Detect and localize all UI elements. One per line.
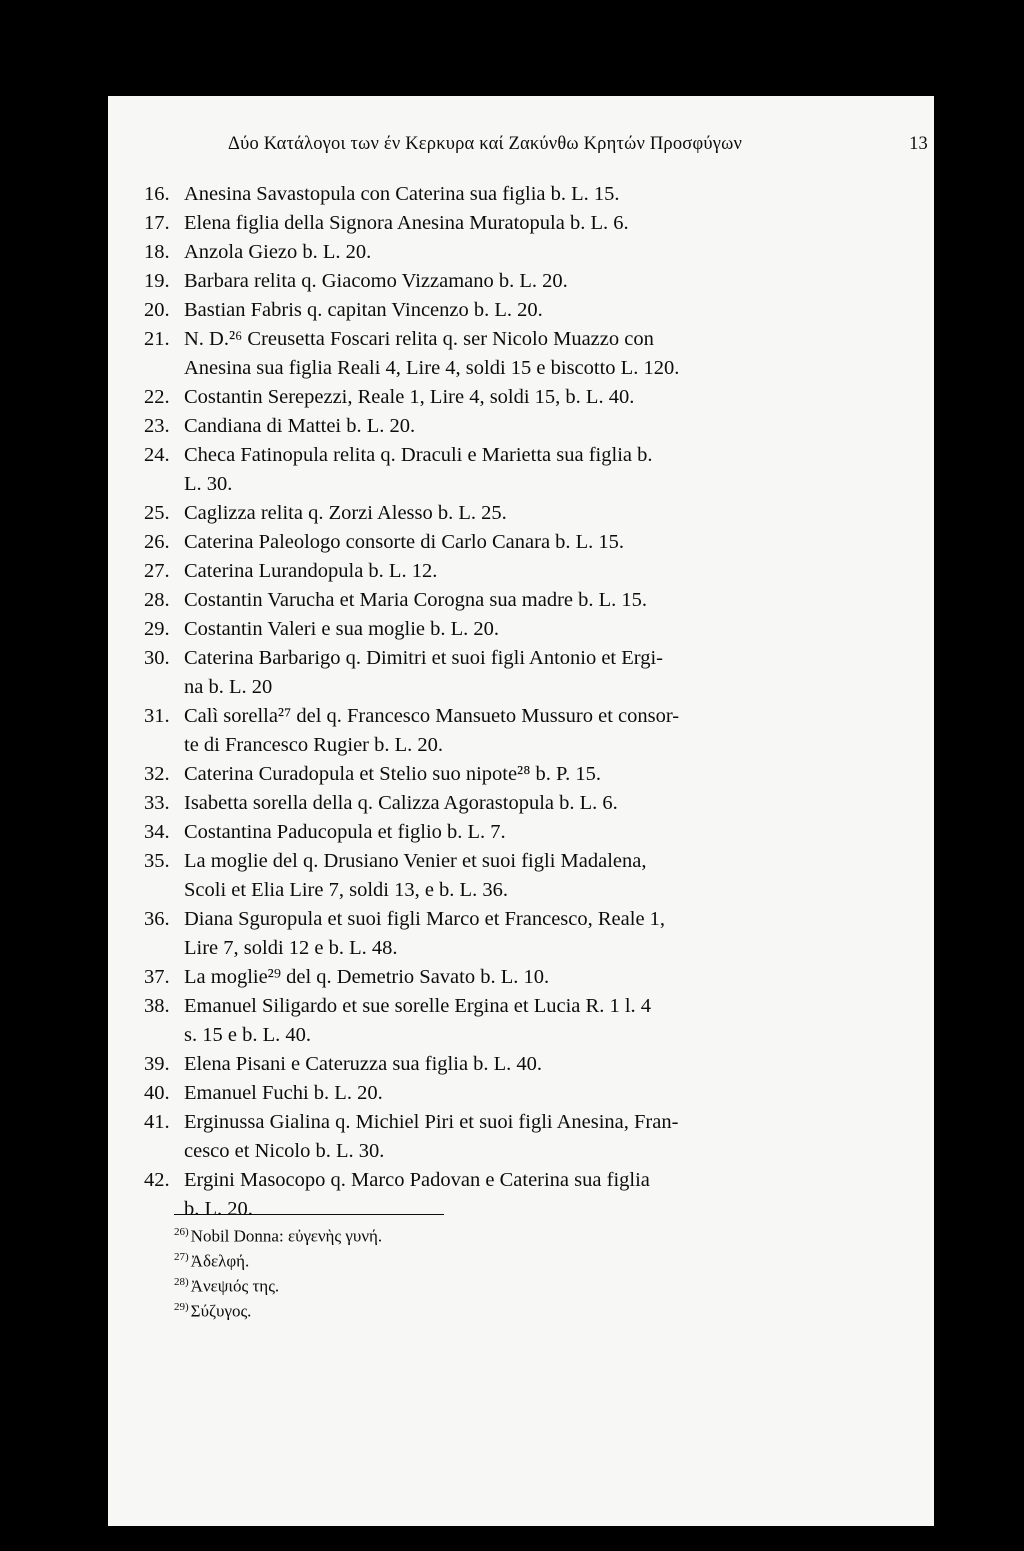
running-title: Δύο Κατάλογοι των έν Κερκυρα καί Ζακύνθω Κρητών Προσφύγων: [228, 134, 743, 154]
entry-number: 27.: [144, 560, 170, 582]
entry-text: Caglizza relita q. Zorzi Alesso b. L. 25.: [184, 502, 507, 524]
entry-number: 19.: [144, 270, 170, 292]
entry-text: Anzola Giezo b. L. 20.: [184, 241, 372, 263]
entry-text: Caterina Curadopula et Stelio suo nipote²⁸ b. P. 15.: [184, 763, 601, 785]
entry-number: 31.: [144, 705, 170, 727]
footnote-mark: 26): [174, 1226, 189, 1238]
entry-number: 35.: [144, 850, 170, 872]
list-item: [144, 615, 924, 644]
entry-text: Emanuel Fuchi b. L. 20.: [184, 1082, 383, 1104]
entry-text: Candiana di Mattei b. L. 20.: [184, 415, 416, 437]
footnote-mark: 28): [174, 1276, 189, 1289]
entry-number: 32.: [144, 763, 170, 785]
entry-text: Barbara relita q. Giacomo Vizzamano b. L. 20.: [184, 270, 568, 292]
footnotes: [174, 1222, 774, 1323]
list-item: [144, 180, 924, 209]
book-page: [108, 96, 934, 1526]
list-item: [144, 992, 924, 1050]
entry-number: 26.: [144, 531, 170, 553]
entry-text: Isabetta sorella della q. Calizza Agorastopula b. L. 6.: [184, 792, 618, 814]
entry-text: Diana Sguropula et suoi figli Marco et Francesco, Reale 1, Lire 7, soldi 12 e b. L. 48.: [184, 908, 666, 959]
list-item: [144, 1079, 924, 1108]
entry-text: Caterina Paleologo consorte di Carlo Canara b. L. 15.: [184, 531, 625, 553]
entry-text: Elena figlia della Signora Anesina Muratopula b. L. 6.: [184, 212, 629, 234]
list-item: [144, 441, 924, 499]
list-item: [144, 296, 924, 325]
footnote-mark: 27): [174, 1251, 189, 1264]
list-item: [144, 325, 924, 383]
list-item: [144, 1108, 924, 1166]
entry-text: Elena Pisani e Cateruzza sua figlia b. L. 40.: [184, 1053, 543, 1075]
list-item: [144, 209, 924, 238]
entry-number: 40.: [144, 1082, 170, 1104]
list-item: [144, 499, 924, 528]
entry-text: Bastian Fabris q. capitan Vincenzo b. L. 20.: [184, 299, 543, 321]
entry-number: 21.: [144, 328, 170, 350]
entry-number: 17.: [144, 212, 170, 234]
footnote-text: Ἀνεψιός της.: [190, 1276, 280, 1296]
entry-number: 25.: [144, 502, 170, 524]
entry-text: Emanuel Siligardo et sue sorelle Ergina et Lucia R. 1 l. 4 s. 15 e b. L. 40.: [184, 995, 652, 1046]
entry-number: 29.: [144, 618, 170, 640]
entry-text: Erginussa Gialina q. Michiel Piri et suoi figli Anesina, Fran- cesco et Nicolo b. L. 30.: [184, 1111, 679, 1162]
footnote-text: Σύζυγος.: [190, 1302, 252, 1322]
entry-text: Anesina Savastopula con Caterina sua figlia b. L. 15.: [184, 183, 620, 205]
list-item: [144, 702, 924, 760]
entry-text: La moglie del q. Drusiano Venier et suoi figli Madalena, Scoli et Elia Lire 7, soldi 13, e b. L. 36.: [184, 850, 647, 901]
entry-text: Costantina Paducopula et figlio b. L. 7.: [184, 821, 506, 843]
footnote: [174, 1297, 774, 1322]
footnote-rule: [174, 1214, 444, 1215]
list-item: [144, 847, 924, 905]
entry-number: 41.: [144, 1111, 170, 1133]
page-number: 13: [909, 134, 928, 154]
footnote: [174, 1272, 774, 1297]
footnote: [174, 1247, 774, 1272]
entry-number: 38.: [144, 995, 170, 1017]
entry-text: Costantin Valeri e sua moglie b. L. 20.: [184, 618, 500, 640]
entry-number: 37.: [144, 966, 170, 988]
list-item: [144, 557, 924, 586]
entry-text: La moglie²⁹ del q. Demetrio Savato b. L. 10.: [184, 966, 550, 988]
list-item: [144, 267, 924, 296]
list-item: [144, 644, 924, 702]
list-item: [144, 383, 924, 412]
list-item: [144, 818, 924, 847]
list-item: [144, 789, 924, 818]
entry-text: Checa Fatinopula relita q. Draculi e Marietta sua figlia b. L. 30.: [184, 444, 653, 495]
entry-number: 22.: [144, 386, 170, 408]
list-item: [144, 412, 924, 441]
entry-text: Calì sorella²⁷ del q. Francesco Mansueto Mussuro et consor- te di Francesco Rugier b. L. 20.: [184, 705, 680, 756]
list-item: [144, 760, 924, 789]
entry-number: 34.: [144, 821, 170, 843]
entry-number: 20.: [144, 299, 170, 321]
entry-number: 16.: [144, 183, 170, 205]
entry-number: 30.: [144, 647, 170, 669]
running-header: [228, 134, 928, 155]
list-item: [144, 1050, 924, 1079]
entry-number: 33.: [144, 792, 170, 814]
entry-number: 18.: [144, 241, 170, 263]
list-item: [144, 528, 924, 557]
entry-text: Ergini Masocopo q. Marco Padovan e Caterina sua figlia b. L. 20.: [184, 1169, 650, 1220]
list-item: [144, 238, 924, 267]
entry-list: [144, 180, 924, 1224]
list-item: [144, 905, 924, 963]
footnote: [174, 1222, 774, 1247]
list-item: [144, 586, 924, 615]
entry-text: Costantin Serepezzi, Reale 1, Lire 4, soldi 15, b. L. 40.: [184, 386, 635, 408]
entry-number: 23.: [144, 415, 170, 437]
footnote-mark: 29): [174, 1301, 189, 1314]
entry-number: 39.: [144, 1053, 170, 1075]
entry-number: 42.: [144, 1169, 170, 1191]
entry-number: 28.: [144, 589, 170, 611]
entry-text: N. D.²⁶ Creusetta Foscari relita q. ser Nicolo Muazzo con Anesina sua figlia Reali 4, Lire 4, soldi 15 e biscotto L. 120.: [184, 328, 680, 379]
footnote-text: Ἀδελφή.: [190, 1251, 250, 1271]
entry-number: 24.: [144, 444, 170, 466]
entry-text: Caterina Lurandopula b. L. 12.: [184, 560, 438, 582]
list-item: [144, 1166, 924, 1224]
footnote-text: Nobil Donna: εὐγενὴς γυνή.: [190, 1226, 383, 1246]
entry-text: Costantin Varucha et Maria Corogna sua madre b. L. 15.: [184, 589, 648, 611]
list-item: [144, 963, 924, 992]
entry-number: 36.: [144, 908, 170, 930]
entry-text: Caterina Barbarigo q. Dimitri et suoi figli Antonio et Ergi- na b. L. 20: [184, 647, 664, 698]
